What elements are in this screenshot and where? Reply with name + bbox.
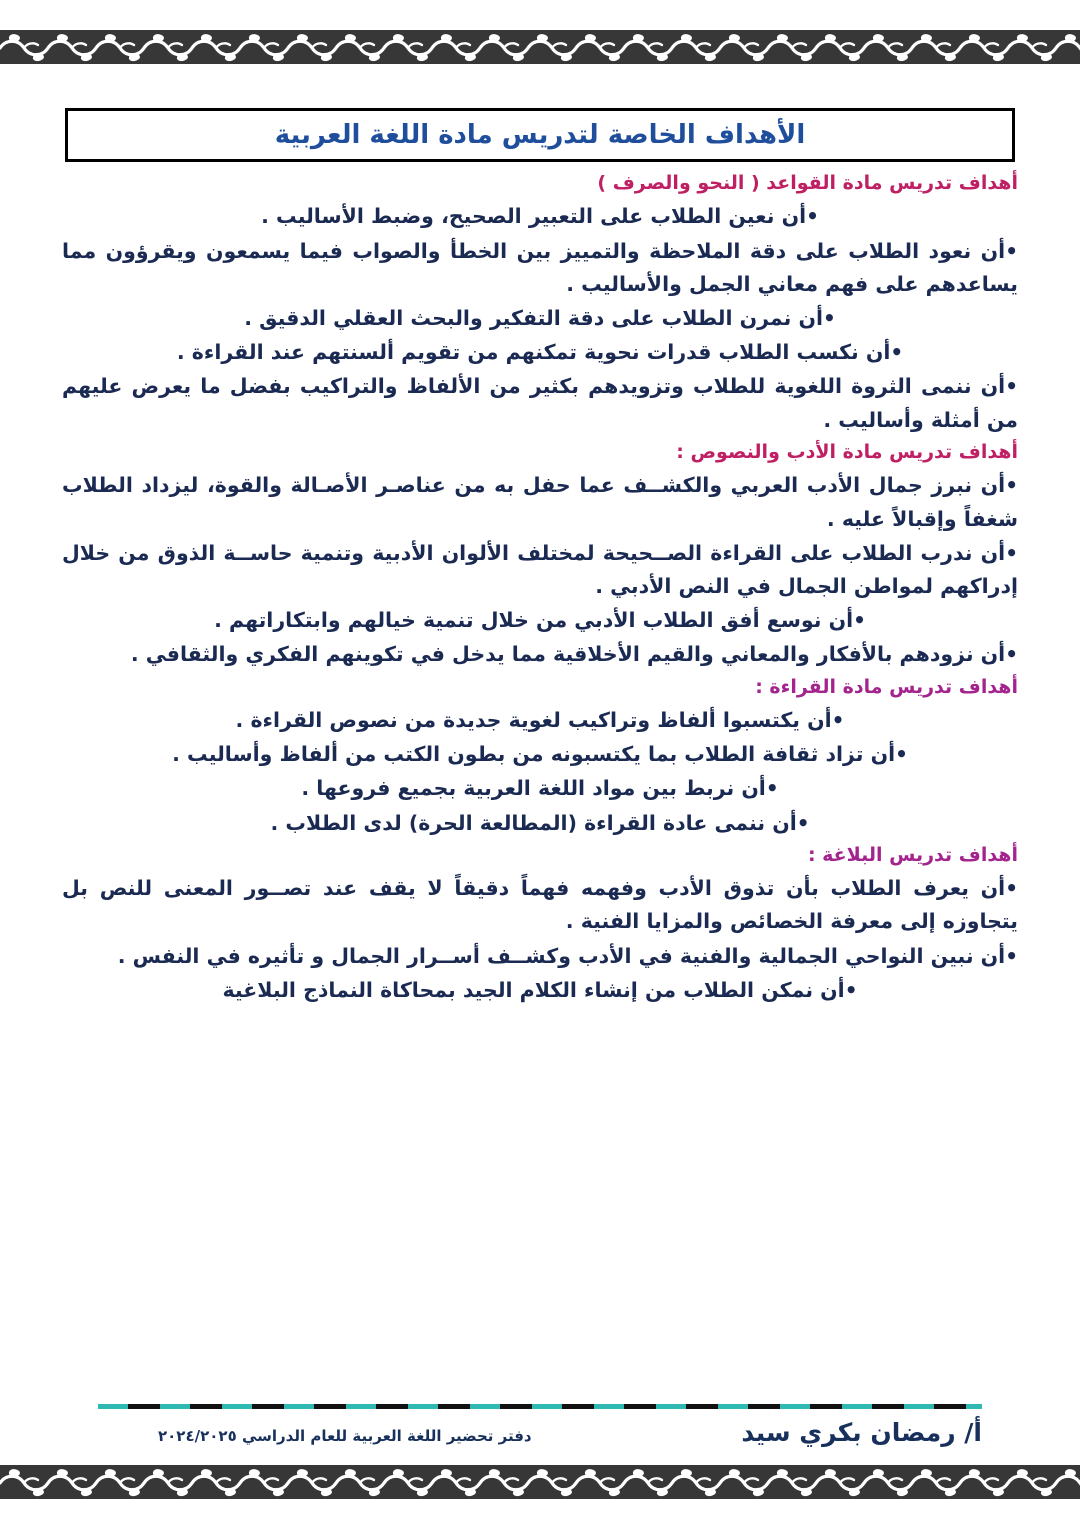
bullet-text: أن نبرز جمال الأدب العربي والكشــف عما حفل به من عناصـر الأصـالة والقوة، ليزداد الطلاب شغفاً وإقبالاً عليه .: [62, 473, 1018, 531]
list-item: [62, 772, 1018, 805]
list-item: [62, 704, 1018, 737]
bullet-glyph: •: [844, 977, 858, 1002]
bullet-glyph: •: [1005, 540, 1018, 565]
bullet-text: أن نزودهم بالأفكار والمعاني والقيم الأخلاقية مما يدخل في تكوينهم الفكري والثقافي .: [130, 642, 1006, 667]
list-item: [62, 370, 1018, 436]
list-item: [62, 537, 1018, 603]
decorative-border-bottom: [0, 1465, 1080, 1499]
section-header-literature: أهداف تدريس مادة الأدب والنصوص :: [676, 440, 1018, 463]
bullet-text: أن يكتسبوا ألفاظ وتراكيب لغوية جديدة من نصوص القراءة .: [235, 707, 832, 732]
list-item: [62, 604, 1018, 637]
list-item: [62, 469, 1018, 535]
section-rhetoric: [62, 841, 1018, 1007]
bullet-text: أن نعود الطلاب على دقة الملاحظة والتمييز بين الخطأ والصواب فيما يسمعون ويقرؤون مما يساعدهم على فهم معاني الجمل والأساليب .: [62, 238, 1018, 296]
list-item: [62, 940, 1018, 973]
bullet-glyph: •: [1005, 642, 1018, 667]
bullet-glyph: •: [765, 776, 779, 801]
notebook-subtitle: دفتر تحضير اللغة العربية للعام الدراسي ٢٠٢٤/٢٠٢٥: [158, 1427, 532, 1445]
page-footer: [0, 1402, 1080, 1522]
vine-pattern-bottom: [0, 1465, 1080, 1499]
bullet-glyph: •: [1005, 473, 1018, 498]
bullet-text: أن تزاد ثقافة الطلاب بما يكتسبونه من بطون الكتب من ألفاظ وأساليب .: [172, 742, 896, 767]
bullet-text: أن نمكن الطلاب من إنشاء الكلام الجيد بمحاكاة النماذج البلاغية: [222, 977, 845, 1002]
list-item: [62, 738, 1018, 771]
bullet-glyph: •: [806, 204, 819, 229]
bullet-text: أن نعين الطلاب على التعبير الصحيح، وضبط الأساليب .: [261, 204, 807, 229]
objectives-content: [62, 168, 1018, 1008]
footer-row: [98, 1418, 982, 1447]
section-header-reading: أهداف تدريس مادة القراءة :: [755, 675, 1018, 698]
list-item: [62, 872, 1018, 938]
list-item: [62, 302, 1018, 335]
bullet-list-reading: [62, 704, 1018, 840]
section-grammar: [62, 169, 1018, 437]
bullet-glyph: •: [1005, 238, 1018, 263]
bullet-glyph: •: [831, 707, 845, 732]
vine-pattern-top: [0, 30, 1080, 64]
bullet-glyph: •: [1005, 876, 1018, 901]
section-reading: [62, 673, 1018, 840]
bullet-glyph: •: [895, 742, 908, 767]
section-literature: [62, 438, 1018, 672]
bullet-list-literature: [62, 469, 1018, 671]
list-item: [62, 974, 1018, 1007]
bullet-text: أن ننمى عادة القراءة (المطالعة الحرة) لدى الطلاب .: [270, 810, 797, 835]
list-item: [62, 638, 1018, 671]
list-item: [62, 807, 1018, 840]
page-title: الأهداف الخاصة لتدريس مادة اللغة العربية: [274, 120, 806, 150]
page-body: [0, 64, 1080, 1465]
list-item: [62, 235, 1018, 301]
bullet-text: أن ندرب الطلاب على القراءة الصــحيحة لمختلف الألوان الأدبية وتنمية حاســة الذوق من خلال إدراكهم لمواطن الجمال في النص الأدبي .: [62, 540, 1018, 598]
list-item: [62, 200, 1018, 233]
bullet-glyph: •: [853, 608, 866, 633]
section-header-grammar: أهداف تدريس مادة القواعد ( النحو والصرف ): [597, 172, 1018, 194]
bullet-text: أن نبين النواحي الجمالية والفنية في الأدب وكشــف أســرار الجمال و تأثيره في النفس .: [117, 943, 1006, 968]
section-header-rhetoric: أهداف تدريس البلاغة :: [807, 843, 1018, 866]
bullet-text: أن نوسع أفق الطلاب الأدبي من خلال تنمية خيالهم وابتكاراتهم .: [214, 608, 854, 633]
bullet-glyph: •: [796, 810, 810, 835]
bullet-text: أن نربط بين مواد اللغة العربية بجميع فروعها .: [301, 776, 766, 801]
page-title-box: [65, 108, 1015, 162]
footer-divider-dashes: [98, 1404, 982, 1409]
bullet-glyph: •: [1005, 943, 1018, 968]
footer-divider: [98, 1402, 982, 1411]
bullet-glyph: •: [822, 306, 836, 331]
bullet-text: أن يعرف الطلاب بأن تذوق الأدب وفهمه فهماً دقيقاً لا يقف عند تصــور المعنى للنص بل يتجاوزه إلى معرفة الخصائص والمزايا الفنية .: [62, 876, 1018, 934]
bullet-text: أن ننمى الثروة اللغوية للطلاب وتزويدهم بكثير من الألفاظ والتراكيب بفضل ما يعرض عليهم من أمثلة وأساليب .: [62, 374, 1018, 432]
list-item: [62, 336, 1018, 369]
bullet-text: أن نمرن الطلاب على دقة التفكير والبحث العقلي الدقيق .: [244, 306, 823, 331]
bullet-glyph: •: [1005, 374, 1018, 399]
decorative-border-top: [0, 30, 1080, 64]
bullet-list-rhetoric: [62, 872, 1018, 1007]
bullet-list-grammar: [62, 200, 1018, 436]
teacher-name: أ/ رمضان بكري سيد: [741, 1418, 982, 1447]
bullet-text: أن نكسب الطلاب قدرات نحوية تمكنهم من تقويم ألسنتهم عند القراءة .: [176, 340, 891, 365]
bullet-glyph: •: [890, 340, 904, 365]
